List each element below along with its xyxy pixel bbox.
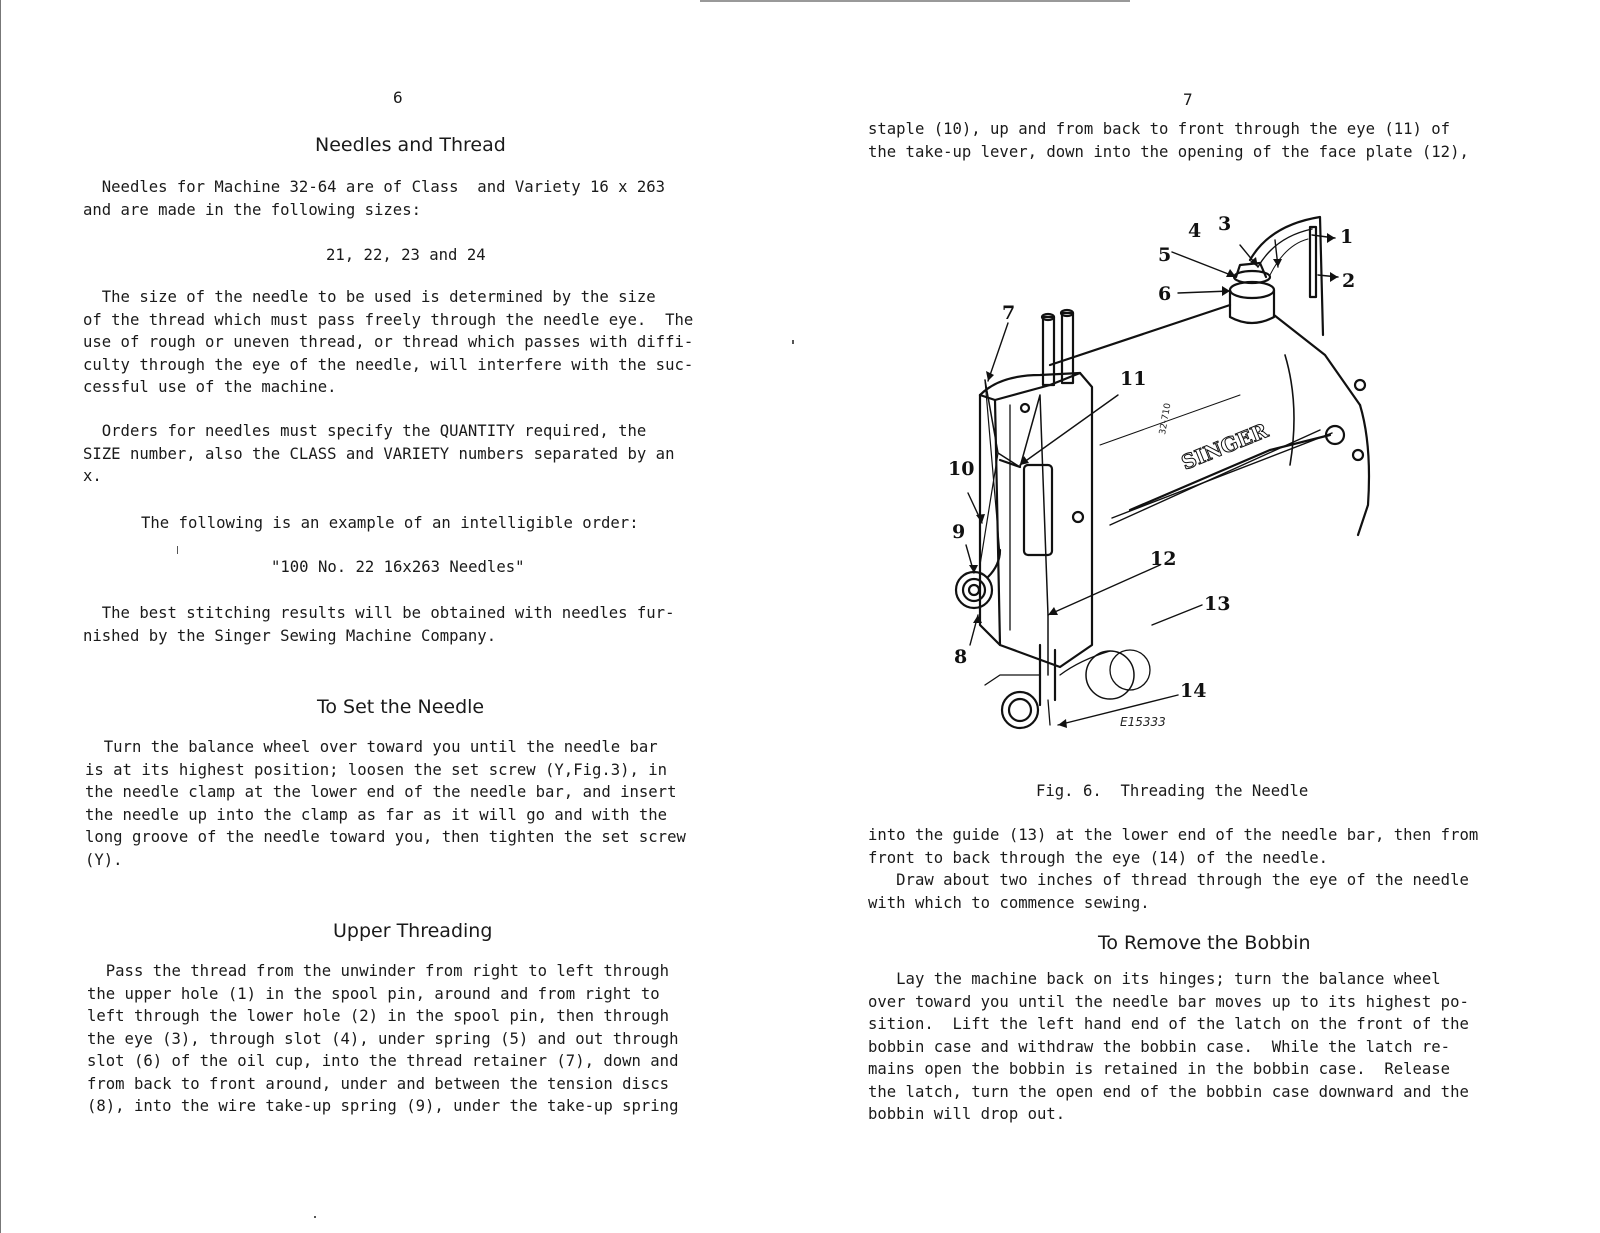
left-page xyxy=(0,0,791,1233)
section-title-set-needle: To Set the Needle xyxy=(317,696,485,718)
figure-label: 13 xyxy=(1204,593,1231,615)
scan-speck xyxy=(177,546,178,554)
figure-label: 3 xyxy=(1218,213,1232,235)
paragraph-guide-eye: into the guide (13) at the lower end of the needle bar, then from front to back through the eye (14) of the needle. Draw about two inches of thread through the eye of the needle with which to commence sewing. xyxy=(868,826,1479,912)
figure-label: 6 xyxy=(1158,283,1172,305)
figure-threading-diagram xyxy=(940,205,1420,765)
right-page xyxy=(790,0,1600,1233)
needle-sizes: 21, 22, 23 and 24 xyxy=(326,246,486,264)
figure-label: 12 xyxy=(1150,548,1177,570)
paragraph-orders: Orders for needles must specify the QUANTITY required, the SIZE number, also the CLASS and VARIETY numbers separated by an x. xyxy=(83,422,675,485)
page-number: 7 xyxy=(1183,90,1193,109)
model-mark: 32-710 xyxy=(1158,402,1174,436)
figure-label: 10 xyxy=(948,458,975,480)
section-title-remove-bobbin: To Remove the Bobbin xyxy=(1098,932,1311,954)
figure-label: 5 xyxy=(1158,244,1172,266)
figure-label: 8 xyxy=(954,646,968,668)
figure-caption: Fig. 6. Threading the Needle xyxy=(1036,782,1309,800)
figure-label: 1 xyxy=(1340,226,1354,248)
section-title-upper-threading: Upper Threading xyxy=(333,920,493,942)
order-example: "100 No. 22 16x263 Needles" xyxy=(271,558,525,576)
paragraph-threading-continued: staple (10), up and from back to front through the eye (11) of the take-up lever, down into the opening of the face plate (12), xyxy=(868,120,1469,161)
scan-speck xyxy=(314,1216,316,1218)
page-number: 6 xyxy=(393,88,403,107)
paragraph-needle-class: Needles for Machine 32-64 are of Class and Variety 16 x 263 and are made in the following sizes: xyxy=(83,178,666,219)
figure-label: 9 xyxy=(952,521,966,543)
paragraph-remove-bobbin: Lay the machine back on its hinges; turn the balance wheel over toward you until the needle bar moves up to its highest po- sition. Lift the left hand end of the latch on the front of the bobbin case and withdraw the bobbin case. While the latch re- mains open the bobbin is retained in the bobbin case. Release the latch, turn the open end of the bobbin case downward and the bobbin will drop out. xyxy=(868,970,1469,1123)
figure-label: 4 xyxy=(1188,220,1202,242)
paragraph-best-results: The best stitching results will be obtained with needles fur- nished by the Singer Sewing Machine Company. xyxy=(83,604,675,645)
paragraph-needle-size: The size of the needle to be used is determined by the size of the thread which must pass freely through the needle eye. The use of rough or uneven thread, or thread which passes with diffi- culty through the eye of the needle, will interfere with the suc- cessful use of the machine. xyxy=(83,288,694,396)
paragraph-upper-threading: Pass the thread from the unwinder from right to left through the upper hole (1) in the spool pin, around and from right to left through the lower hole (2) in the spool pin, then through the eye (3), through slot (4), under spring (5) and out through slot (6) of the oil cup, into the thread retainer (7), down and from back to front around, under and between the tension discs (8), into the wire take-up spring (9), under the take-up spring xyxy=(87,962,679,1115)
figure-label: 2 xyxy=(1342,270,1356,292)
figure-label: 11 xyxy=(1120,368,1147,390)
section-title-needles: Needles and Thread xyxy=(315,134,506,156)
figure-label: 7 xyxy=(1002,302,1016,324)
brand-logo: SINGER xyxy=(1177,418,1272,475)
paragraph-example-intro: The following is an example of an intelligible order: xyxy=(141,514,639,532)
paragraph-set-needle: Turn the balance wheel over toward you until the needle bar is at its highest position; loosen the set screw (Y,Fig.3), in the needle clamp at the lower end of the needle bar, and insert the needle up into the clamp as far as it will go and with the long groove of the needle toward you, then tighten the set screw (Y). xyxy=(85,738,686,869)
figure-label: 14 xyxy=(1180,680,1207,702)
figure-code: E15333 xyxy=(1120,715,1166,729)
